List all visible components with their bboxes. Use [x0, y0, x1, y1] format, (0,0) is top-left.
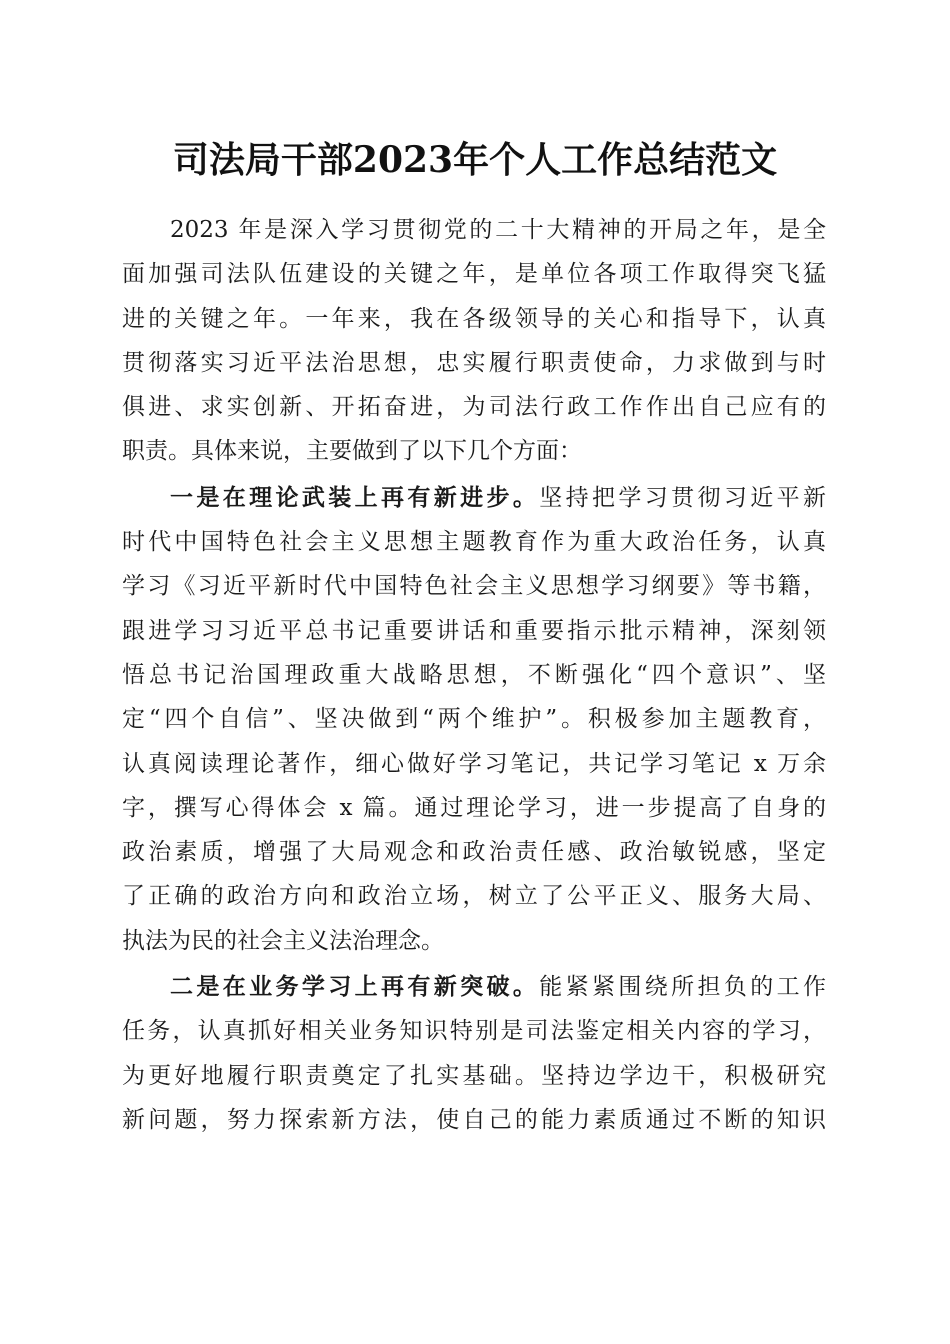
text-line-first: [122, 476, 826, 520]
text-line: 悟总书记治国理政重大战略思想，不断强化“四个意识”、坚: [122, 661, 826, 688]
text-line: 职责。具体来说，主要做到了以下几个方面：: [122, 438, 582, 465]
text-line: 定“四个自信”、坚决做到“两个维护”。积极参加主题教育，: [122, 706, 826, 733]
text-line: 贯彻落实习近平法治思想，忠实履行职责使命，力求做到与时: [122, 349, 826, 376]
text-line: 字，撰写心得体会 x 篇。通过理论学习，进一步提高了自身的: [122, 794, 826, 821]
paragraph-theory: [122, 476, 826, 963]
text-line: 执法为民的社会主义法治理念。: [122, 927, 444, 954]
text-line: 时代中国特色社会主义思想主题教育作为重大政治任务，认真: [122, 529, 826, 556]
paragraph-intro: [122, 208, 826, 474]
text-line: 跟进学习习近平总书记重要讲话和重要指示批示精神，深刻领: [122, 617, 826, 644]
paragraph-lead-heading: 二是在业务学习上再有新突破。: [170, 973, 540, 1001]
text-line: 2023 年是深入学习贯彻党的二十大精神的开局之年，是全: [170, 217, 826, 243]
text-run: 坚持把学习贯彻习近平新: [539, 484, 826, 511]
text-line: 政治素质，增强了大局观念和政治责任感、政治敏锐感，坚定: [122, 839, 826, 866]
text-run: 能紧紧围绕所担负的工作: [539, 974, 826, 1001]
text-line: 进的关键之年。一年来，我在各级领导的关心和指导下，认真: [122, 305, 826, 332]
text-line: 认真阅读理论著作，细心做好学习笔记，共记学习笔记 x 万余: [122, 750, 826, 777]
text-line: 了正确的政治方向和政治立场，树立了公平正义、服务大局、: [122, 883, 826, 910]
document-title: 司法局干部2023年个人工作总结范文: [172, 139, 778, 181]
text-line: 俱进、求实创新、开拓奋进，为司法行政工作作出自己应有的: [122, 394, 826, 421]
text-line: 为更好地履行职责奠定了扎实基础。坚持边学边干，积极研究: [122, 1062, 826, 1089]
paragraph-lead-heading: 一是在理论武装上再有新进步。: [170, 483, 540, 511]
text-line: 任务，认真抓好相关业务知识特别是司法鉴定相关内容的学习，: [122, 1018, 826, 1045]
text-line: 新问题，努力探索新方法，使自己的能力素质通过不断的知识: [122, 1106, 826, 1133]
text-line: 面加强司法队伍建设的关键之年，是单位各项工作取得突飞猛: [122, 261, 826, 288]
document-body: [122, 208, 826, 1142]
paragraph-business: [122, 965, 826, 1142]
text-line-first: [122, 965, 826, 1009]
text-line: 学习《习近平新时代中国特色社会主义思想学习纲要》等书籍，: [122, 573, 826, 600]
